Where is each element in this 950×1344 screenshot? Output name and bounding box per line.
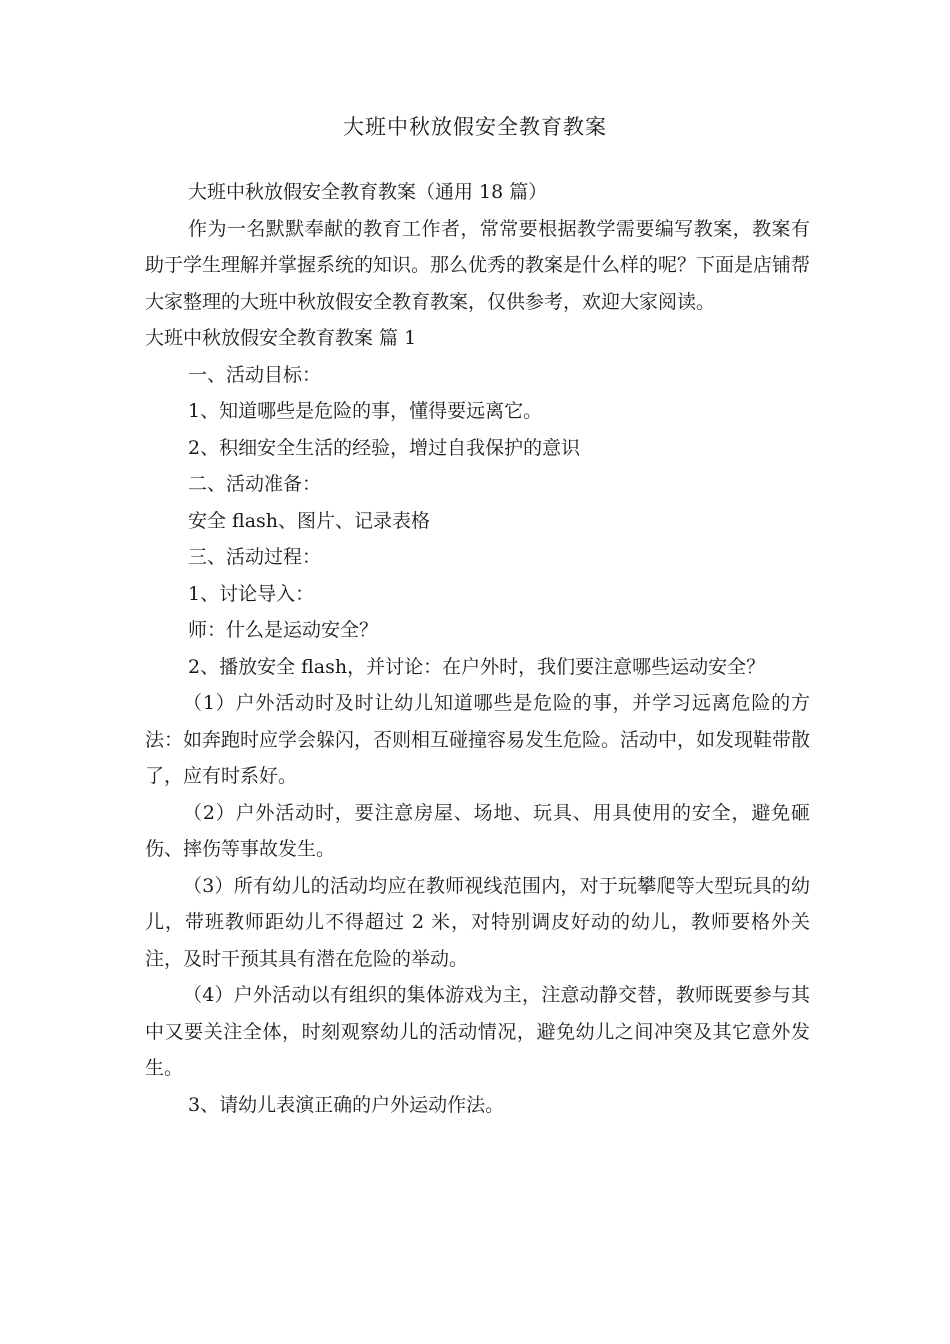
process-step-3: 3、请幼儿表演正确的户外运动作法。 <box>188 1093 505 1116</box>
section-heading: 大班中秋放假安全教育教案 篇 1 <box>145 327 417 349</box>
process-step-1: 1、讨论导入： <box>188 582 315 605</box>
safety-point-1: （1）户外活动时及时让幼儿知道哪些是危险的事，并学习远离危险的方法：如奔跑时应学会躲闪，否则相互碰撞容易发生危险。活动中，如发现鞋带散了，应有时系好。 <box>145 692 811 787</box>
safety-point-2: （2）户外活动时，要注意房屋、场地、玩具、用具使用的安全，避免砸伤、摔伤等事故发生。 <box>145 801 810 860</box>
heading-activity-goals: 一、活动目标： <box>188 363 322 386</box>
heading-activity-process: 三、活动过程： <box>188 546 322 568</box>
document-body <box>145 174 810 1123</box>
goal-item-2: 2、积细安全生活的经验，增过自我保护的意识 <box>188 436 581 459</box>
goal-item-1: 1、知道哪些是危险的事，懂得要远离它。 <box>188 400 543 422</box>
safety-point-3: （3）所有幼儿的活动均应在教师视线范围内，对于玩攀爬等大型玩具的幼儿，带班教师距幼儿不得超过 2 米，对特别调皮好动的幼儿，教师要格外关注，及时干预其具有潜在危险的举动。 <box>145 874 810 970</box>
teacher-question: 师：什么是运动安全？ <box>188 619 379 641</box>
heading-activity-preparation: 二、活动准备： <box>188 473 322 495</box>
subtitle-paragraph: 大班中秋放假安全教育教案（通用 18 篇） <box>188 181 548 203</box>
safety-point-4: （4）户外活动以有组织的集体游戏为主，注意动静交替，教师既要参与其中又要关注全体，时刻观察幼儿的活动情况，避免幼儿之间冲突及其它意外发生。 <box>145 984 810 1079</box>
intro-paragraph: 作为一名默默奉献的教育工作者，常常要根据教学需要编写教案，教案有助于学生理解并掌握系统的知识。那么优秀的教案是什么样的呢？下面是店铺帮大家整理的大班中秋放假安全教育教案，仅供参考，欢迎大家阅读。 <box>145 217 811 313</box>
preparation-item: 安全 flash、图片、记录表格 <box>188 509 431 532</box>
document-title: 大班中秋放假安全教育教案 <box>343 115 607 139</box>
process-step-2: 2、播放安全 flash，并讨论：在户外时，我们要注意哪些运动安全？ <box>188 655 766 678</box>
